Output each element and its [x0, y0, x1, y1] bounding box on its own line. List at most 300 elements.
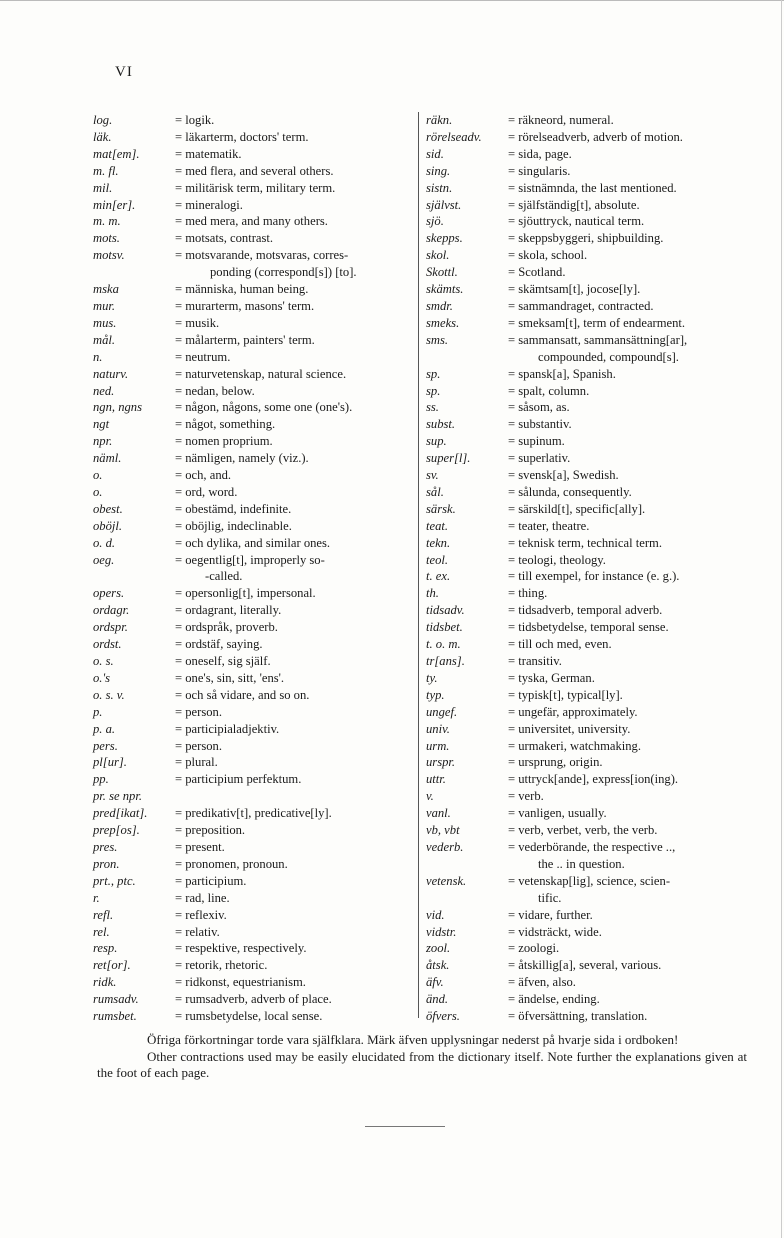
expansion-text: = urmakeri, watchmaking.	[508, 738, 641, 753]
abbreviation-entry	[93, 450, 413, 467]
abbreviation-entry	[426, 704, 776, 721]
abbreviation: särsk.	[426, 501, 456, 516]
abbreviation-entry	[93, 552, 413, 586]
abbreviation: resp.	[93, 941, 118, 956]
abbreviation-entry	[426, 298, 776, 315]
abbreviation: sjö.	[426, 214, 444, 229]
expansion	[508, 501, 776, 518]
expansion-text: = participialadjektiv.	[175, 721, 280, 736]
abbreviation: vetensk.	[426, 873, 467, 888]
abbreviation-entry	[93, 653, 413, 670]
expansion	[508, 146, 776, 163]
abbreviation-entry	[426, 839, 776, 873]
expansion	[175, 619, 413, 636]
expansion-text: = vanligen, usually.	[508, 806, 607, 821]
expansion	[175, 957, 413, 974]
expansion-text: = verb.	[508, 789, 544, 804]
abbreviation-entry	[426, 112, 776, 129]
expansion	[175, 856, 413, 873]
expansion	[175, 822, 413, 839]
expansion	[508, 602, 776, 619]
expansion	[175, 298, 413, 315]
expansion	[508, 907, 776, 924]
expansion	[175, 873, 413, 890]
expansion-text: = neutrum.	[175, 349, 231, 364]
page-number: VI	[115, 64, 133, 80]
abbreviation: typ.	[426, 687, 445, 702]
abbreviation-entry	[93, 366, 413, 383]
abbreviation-entry	[426, 230, 776, 247]
expansion	[508, 484, 776, 501]
abbreviation-entry	[93, 315, 413, 332]
expansion-text: = singularis.	[508, 163, 571, 178]
abbreviation-entry	[93, 298, 413, 315]
abbreviation-entry	[93, 771, 413, 788]
abbreviation: subst.	[426, 417, 456, 432]
abbreviation: refl.	[93, 907, 114, 922]
expansion	[175, 771, 413, 788]
expansion	[175, 1008, 413, 1025]
footer-notes	[97, 1032, 747, 1082]
abbreviation-entry	[93, 433, 413, 450]
abbreviation-entry	[93, 991, 413, 1008]
expansion-continuation: ponding (correspond[s]) [to].	[210, 265, 357, 280]
abbreviation: mska	[93, 282, 119, 297]
expansion-text: = respektive, respectively.	[175, 941, 307, 956]
abbreviation-entry	[93, 974, 413, 991]
swedish-note: Öfriga förkortningar torde vara själfklara. Märk äfven upplysningar nederst på hvarje sida i ordboken!	[147, 1032, 679, 1047]
expansion-text: = obestämd, indefinite.	[175, 501, 292, 516]
expansion-text: = smeksam[t], term of endearment.	[508, 315, 686, 330]
expansion	[175, 416, 413, 433]
abbreviation-entry	[93, 940, 413, 957]
abbreviation: tr[ans].	[426, 654, 465, 668]
expansion-text: = uttryck[ande], express[ion(ing).	[508, 772, 679, 787]
abbreviation: pron.	[93, 856, 120, 871]
abbreviation-entry	[426, 213, 776, 230]
abbreviation-entry	[93, 721, 413, 738]
abbreviation-entry	[93, 484, 413, 501]
abbreviation: sid.	[426, 146, 444, 161]
expansion-text: = verb, verbet, verb, the verb.	[508, 823, 658, 838]
abbreviation: urspr.	[426, 755, 456, 770]
expansion-text: = Scotland.	[508, 265, 566, 280]
expansion	[508, 399, 776, 416]
abbreviation: ridk.	[93, 975, 117, 990]
abbreviation: zool.	[426, 941, 451, 956]
expansion	[175, 907, 413, 924]
expansion-text: = typisk[t], typical[ly].	[508, 687, 623, 702]
expansion	[175, 839, 413, 856]
expansion-text: = nedan, below.	[175, 383, 255, 398]
abbreviation-entry	[426, 146, 776, 163]
expansion-text: = predikativ[t], predicative[ly].	[175, 806, 332, 821]
expansion	[175, 535, 413, 552]
abbreviation-entry	[426, 315, 776, 332]
abbreviation-entry	[426, 399, 776, 416]
abbreviation-entry	[93, 619, 413, 636]
expansion	[508, 738, 776, 755]
expansion-text: = vidsträckt, wide.	[508, 924, 602, 939]
abbreviation-entry	[93, 129, 413, 146]
expansion	[508, 568, 776, 585]
abbreviation: mots.	[93, 231, 120, 246]
abbreviation: opers.	[93, 586, 125, 601]
abbreviation: vederb.	[426, 839, 464, 854]
abbreviation: pr. se npr.	[93, 789, 142, 804]
expansion-text: = oneself, sig själf.	[175, 654, 271, 668]
expansion-text: = teknisk term, technical term.	[508, 535, 662, 550]
expansion-text: = logik.	[175, 113, 215, 127]
abbreviation: skol.	[426, 248, 450, 263]
abbreviation-entry	[426, 991, 776, 1008]
expansion	[508, 704, 776, 721]
expansion	[175, 924, 413, 941]
expansion	[508, 957, 776, 974]
expansion	[508, 180, 776, 197]
abbreviation: tidsadv.	[426, 603, 465, 618]
abbreviation-entry	[426, 197, 776, 214]
abbreviation: ngt	[93, 417, 110, 432]
expansion	[508, 1008, 776, 1025]
expansion-text: = ungefär, approximately.	[508, 704, 638, 719]
expansion-text: = opersonlig[t], impersonal.	[175, 586, 316, 601]
abbreviation: r.	[93, 890, 100, 905]
abbreviation-entry	[93, 602, 413, 619]
abbreviation-entry	[93, 738, 413, 755]
abbreviation: ungef.	[426, 704, 458, 719]
abbreviation-entry	[93, 332, 413, 349]
expansion	[508, 366, 776, 383]
abbreviation: t. o. m.	[426, 637, 461, 652]
abbreviation-entry	[93, 873, 413, 890]
abbreviation: skämts.	[426, 282, 464, 297]
expansion	[508, 129, 776, 146]
abbreviation-entry	[93, 754, 413, 771]
expansion-text: = någon, någons, some one (one's).	[175, 400, 353, 415]
abbreviation: mål.	[93, 332, 116, 347]
abbreviation: univ.	[426, 721, 450, 736]
abbreviation: sål.	[426, 484, 444, 499]
expansion	[175, 653, 413, 670]
abbreviation-entry	[426, 281, 776, 298]
abbreviation-entry	[93, 399, 413, 416]
expansion	[508, 518, 776, 535]
expansion-continuation: tific.	[538, 890, 562, 905]
expansion	[175, 230, 413, 247]
abbreviation-entry	[426, 552, 776, 569]
expansion	[175, 636, 413, 653]
expansion-text: = med flera, and several others.	[175, 163, 334, 178]
abbreviation-entry	[426, 433, 776, 450]
abbreviation: o.'s	[93, 670, 111, 685]
abbreviation: ngn, ngns	[93, 400, 142, 415]
expansion-text: = superlativ.	[508, 451, 571, 466]
expansion-text: = naturvetenskap, natural science.	[175, 366, 347, 381]
abbreviation-entry	[93, 349, 413, 366]
abbreviation-entry	[426, 907, 776, 924]
abbreviation-entry	[426, 484, 776, 501]
abbreviation-entry	[93, 416, 413, 433]
abbreviation-entry	[93, 213, 413, 230]
abbreviation: teol.	[426, 552, 449, 567]
expansion-text: = sida, page.	[508, 146, 572, 161]
expansion	[175, 450, 413, 467]
expansion-text: = participium perfektum.	[175, 772, 302, 787]
abbreviation-entry	[93, 822, 413, 839]
expansion-text: = teater, theatre.	[508, 518, 590, 533]
expansion	[508, 805, 776, 822]
expansion	[508, 315, 776, 332]
abbreviation-entry	[426, 924, 776, 941]
expansion	[175, 991, 413, 1008]
abbreviation-entry	[426, 501, 776, 518]
abbreviation-entry	[93, 805, 413, 822]
expansion-continuation: compounded, compound[s].	[538, 349, 679, 364]
expansion	[508, 585, 776, 602]
abbreviation: obest.	[93, 501, 123, 516]
abbreviation-entry	[93, 636, 413, 653]
expansion	[508, 281, 776, 298]
abbreviation: motsv.	[93, 248, 125, 263]
abbreviation: tekn.	[426, 535, 451, 550]
expansion	[175, 754, 413, 771]
abbreviation: ty.	[426, 670, 438, 685]
expansion-text: = tidsadverb, temporal adverb.	[508, 603, 663, 618]
expansion	[508, 721, 776, 738]
abbreviation: m. fl.	[93, 163, 119, 178]
expansion-text: = motsvarande, motsvaras, corres-	[175, 248, 349, 263]
expansion-text: = present.	[175, 839, 225, 854]
abbreviation: ordst.	[93, 637, 122, 652]
expansion	[508, 754, 776, 771]
expansion-text: = preposition.	[175, 823, 246, 838]
expansion	[175, 552, 413, 586]
abbreviation-entry	[426, 332, 776, 366]
abbreviation: vid.	[426, 907, 445, 922]
expansion-text: = substantiv.	[508, 417, 572, 432]
english-note: Other contractions used may be easily elucidated from the dictionary itself. Note further the explanations given at the foot of each page.	[97, 1048, 747, 1080]
expansion	[508, 653, 776, 670]
expansion	[175, 805, 413, 822]
expansion	[508, 298, 776, 315]
abbreviation-entry	[93, 856, 413, 873]
expansion-text: = ursprung, origin.	[508, 755, 603, 770]
abbreviation-entry	[93, 957, 413, 974]
expansion	[175, 247, 413, 281]
expansion-text: = person.	[175, 738, 222, 753]
expansion-text: = rad, line.	[175, 890, 230, 905]
expansion	[508, 230, 776, 247]
expansion	[175, 383, 413, 400]
abbreviation: rumsbet.	[93, 1009, 137, 1024]
expansion-text: = relativ.	[175, 924, 220, 939]
expansion-text: = vetenskap[lig], science, scien-	[508, 873, 671, 888]
expansion-text: = nomen proprium.	[175, 434, 273, 449]
expansion	[175, 670, 413, 687]
abbreviation-entry	[426, 1008, 776, 1025]
expansion	[175, 129, 413, 146]
expansion	[175, 366, 413, 383]
expansion-text: = spansk[a], Spanish.	[508, 366, 616, 381]
abbreviation-entry	[93, 467, 413, 484]
expansion-text: = ordspråk, proverb.	[175, 620, 278, 635]
abbreviation-entry	[426, 653, 776, 670]
expansion	[175, 213, 413, 230]
abbreviation-entry	[93, 585, 413, 602]
expansion	[508, 873, 776, 907]
expansion-text: = ordstäf, saying.	[175, 637, 263, 652]
column-divider	[418, 112, 419, 1018]
expansion	[175, 433, 413, 450]
abbreviation: p.	[93, 704, 103, 719]
expansion-text: = åtskillig[a], several, various.	[508, 958, 662, 973]
abbreviation: naturv.	[93, 366, 129, 381]
abbreviation: t. ex.	[426, 569, 451, 584]
expansion	[175, 163, 413, 180]
abbreviation: teat.	[426, 518, 449, 533]
abbreviation-entry	[426, 771, 776, 788]
expansion	[508, 619, 776, 636]
abbreviation-entry	[426, 670, 776, 687]
expansion	[175, 332, 413, 349]
expansion	[508, 264, 776, 281]
abbreviation-entry	[93, 535, 413, 552]
abbreviation-entry	[426, 974, 776, 991]
expansion-text: = reflexiv.	[175, 907, 227, 922]
abbreviation-entry	[93, 163, 413, 180]
expansion-text: = rumsadverb, adverb of place.	[175, 992, 332, 1007]
abbreviation-entry	[426, 518, 776, 535]
abbreviation-entry	[426, 383, 776, 400]
expansion-text: = zoologi.	[508, 941, 560, 956]
expansion-text: = oegentlig[t], improperly so-	[175, 552, 325, 567]
expansion-text: = retorik, rhetoric.	[175, 958, 268, 973]
abbreviation: sp.	[426, 383, 441, 398]
abbreviation-entry	[426, 366, 776, 383]
expansion-text: = till och med, even.	[508, 637, 612, 652]
abbreviation-entry	[93, 230, 413, 247]
abbreviation: sing.	[426, 163, 451, 178]
expansion	[508, 670, 776, 687]
expansion-text: = sjöuttryck, nautical term.	[508, 214, 645, 229]
abbreviation-entry	[426, 247, 776, 264]
expansion-text: = skeppsbyggeri, shipbuilding.	[508, 231, 664, 246]
abbreviation-entry	[426, 822, 776, 839]
expansion-text: = musik.	[175, 315, 220, 330]
abbreviation: ordspr.	[93, 620, 128, 635]
expansion-text: = och dylika, and similar ones.	[175, 535, 331, 550]
abbreviation: mus.	[93, 315, 117, 330]
expansion	[175, 467, 413, 484]
expansion-text: = pronomen, pronoun.	[175, 856, 288, 871]
expansion-text: = participium.	[175, 873, 247, 888]
expansion	[175, 518, 413, 535]
abbreviations-column-left	[93, 112, 413, 1025]
abbreviation-entry	[426, 619, 776, 636]
expansion	[508, 535, 776, 552]
abbreviation: sistn.	[426, 180, 453, 195]
expansion-text: = själfständig[t], absolute.	[508, 197, 640, 212]
expansion	[508, 433, 776, 450]
expansion-text: = ridkonst, equestrianism.	[175, 975, 306, 990]
expansion-text: = matematik.	[175, 146, 242, 161]
expansion	[508, 687, 776, 704]
abbreviation: änd.	[426, 992, 449, 1007]
abbreviation-entry	[426, 636, 776, 653]
abbreviation: th.	[426, 586, 439, 601]
expansion	[175, 738, 413, 755]
expansion	[175, 788, 413, 805]
expansion-text: = one's, sin, sitt, 'ens'.	[175, 670, 285, 685]
expansion	[508, 112, 776, 129]
abbreviation: läk.	[93, 129, 112, 144]
abbreviation: vanl.	[426, 806, 451, 821]
expansion-text: = universitet, university.	[508, 721, 631, 736]
abbreviation: npr.	[93, 434, 113, 449]
expansion-text: = och, and.	[175, 468, 232, 483]
abbreviation: mat[em].	[93, 146, 140, 161]
abbreviation-entry	[93, 180, 413, 197]
expansion-text: = plural.	[175, 755, 218, 770]
end-rule	[365, 1126, 445, 1127]
expansion-text: = sammansatt, sammansättning[ar],	[508, 332, 688, 347]
abbreviation: skepps.	[426, 231, 463, 246]
abbreviation: sv.	[426, 468, 439, 483]
abbreviation-entry	[426, 585, 776, 602]
expansion	[508, 636, 776, 653]
abbreviation: sp.	[426, 366, 441, 381]
abbreviation: o. d.	[93, 535, 116, 550]
abbreviation: äfv.	[426, 975, 444, 990]
abbreviation: mil.	[93, 180, 113, 195]
abbreviation: smdr.	[426, 298, 453, 313]
expansion-continuation: -called.	[205, 569, 243, 584]
abbreviation-entry	[93, 247, 413, 281]
expansion-text: = och så vidare, and so on.	[175, 687, 310, 702]
abbreviation: rörelseadv.	[426, 129, 482, 144]
abbreviation: pres.	[93, 839, 118, 854]
expansion	[175, 146, 413, 163]
abbreviation-entry	[426, 754, 776, 771]
abbreviation-entry	[426, 467, 776, 484]
expansion-text: = mineralogi.	[175, 197, 243, 212]
expansion	[508, 416, 776, 433]
expansion	[508, 822, 776, 839]
expansion-text: = spalt, column.	[508, 383, 590, 398]
abbreviation: vidstr.	[426, 924, 457, 939]
expansion-text: = människa, human being.	[175, 282, 309, 297]
expansion	[508, 450, 776, 467]
abbreviation: mur.	[93, 298, 116, 313]
abbreviation: ned.	[93, 383, 115, 398]
expansion	[508, 213, 776, 230]
expansion-text: = målarterm, painters' term.	[175, 332, 315, 347]
abbreviation: pers.	[93, 738, 118, 753]
expansion-text: = läkarterm, doctors' term.	[175, 129, 309, 144]
expansion-text: = rörelseadverb, adverb of motion.	[508, 129, 683, 144]
abbreviation-entry	[93, 501, 413, 518]
abbreviation: självst.	[426, 197, 462, 212]
abbreviation-entry	[426, 957, 776, 974]
abbreviations-column-right	[426, 112, 776, 1025]
expansion-text: = nämligen, namely (viz.).	[175, 451, 309, 466]
abbreviation-entry	[93, 687, 413, 704]
expansion	[508, 991, 776, 1008]
expansion-text: = motsats, contrast.	[175, 231, 274, 246]
abbreviation-entry	[93, 518, 413, 535]
abbreviation: rel.	[93, 924, 110, 939]
